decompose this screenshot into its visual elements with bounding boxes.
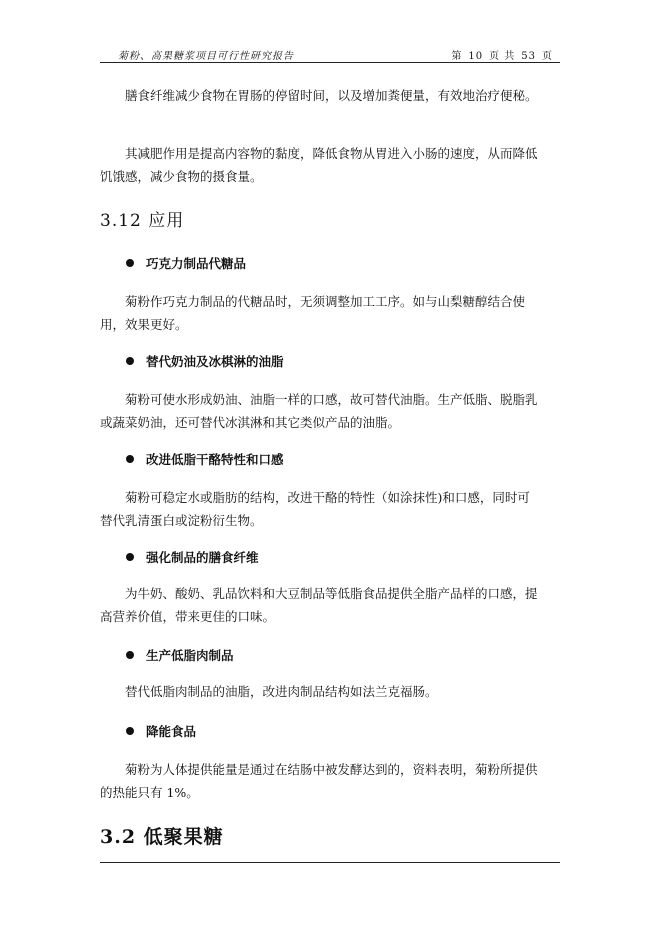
bullet-icon bbox=[126, 259, 134, 267]
paragraph-meat: 替代低脂肉制品的油脂，改进肉制品结构如法兰克福肠。 bbox=[125, 684, 438, 699]
bullet-icon bbox=[126, 455, 134, 463]
page-current: 10 bbox=[468, 51, 484, 62]
bullet-title: 替代奶油及冰棋淋的油脂 bbox=[146, 354, 284, 369]
paragraph-fiber: 为牛奶、酸奶、乳品饮料和大豆制品等低脂食品提供全脂产品样的口感，提高营养价值，带来更佳的口味。 bbox=[100, 586, 538, 624]
page-header bbox=[100, 44, 560, 63]
document-title: 菊粉、高果糖浆项目可行性研究报告 bbox=[118, 51, 294, 62]
bullet-title: 生产低脂肉制品 bbox=[146, 648, 234, 663]
paragraph-cheese: 菊粉可稳定水或脂肪的结构，改进干酪的特性（如涂抹性)和口感，同时可替代乳清蛋白或淀粉衍生物。 bbox=[100, 490, 530, 528]
page-mid: 页 共 bbox=[489, 51, 516, 62]
section-heading-3-12: 3.12 应用 bbox=[100, 211, 185, 231]
footer-divider bbox=[100, 862, 560, 863]
bullet-title: 巧克力制品代糖品 bbox=[146, 256, 247, 271]
bullet-low-energy bbox=[126, 722, 196, 740]
intro-paragraph-1: 膳食纤维减少食物在胃肠的停留时间，以及增加粪便量，有效地治疗便秘。 bbox=[125, 88, 538, 103]
paragraph-fat-replacement: 菊粉可使水形成奶油、油脂一样的口感，故可替代油脂。生产低脂、脱脂乳或蔬菜奶油，还可替代冰淇淋和其它类似产品的油脂。 bbox=[100, 392, 538, 430]
bullet-meat bbox=[126, 646, 234, 664]
bullet-cheese bbox=[126, 450, 284, 468]
section-heading-3-2: 3.2 低聚果糖 bbox=[100, 826, 224, 848]
bullet-fiber bbox=[126, 548, 259, 566]
bullet-chocolate bbox=[126, 254, 246, 272]
paragraph-low-energy: 菊粉为人体提供能量是通过在结肠中被发酵达到的，资料表明，菊粉所提供的热能只有 1%。 bbox=[100, 762, 538, 800]
bullet-icon bbox=[126, 553, 134, 561]
page-total: 53 bbox=[521, 51, 536, 62]
paragraph-chocolate: 菊粉作巧克力制品的代糖品时，无须调整加工工序。如与山梨糖醇结合使用，效果更好。 bbox=[100, 294, 526, 332]
page-counter bbox=[448, 47, 556, 62]
bullet-icon bbox=[126, 727, 134, 735]
page-prefix: 第 bbox=[451, 51, 463, 62]
bullet-icon bbox=[126, 357, 134, 365]
bullet-icon bbox=[126, 651, 134, 659]
intro-paragraph-2: 其减肥作用是提高内容物的黏度，降低食物从胃进入小肠的速度，从而降低饥饿感，减少食物的摄食量。 bbox=[100, 146, 538, 184]
bullet-title: 强化制品的膳食纤维 bbox=[146, 550, 259, 565]
bullet-title: 改进低脂干酪特性和口感 bbox=[146, 452, 284, 467]
bullet-title: 降能食品 bbox=[146, 724, 197, 739]
bullet-fat-replacement bbox=[126, 352, 284, 370]
page-suffix: 页 bbox=[542, 51, 553, 62]
